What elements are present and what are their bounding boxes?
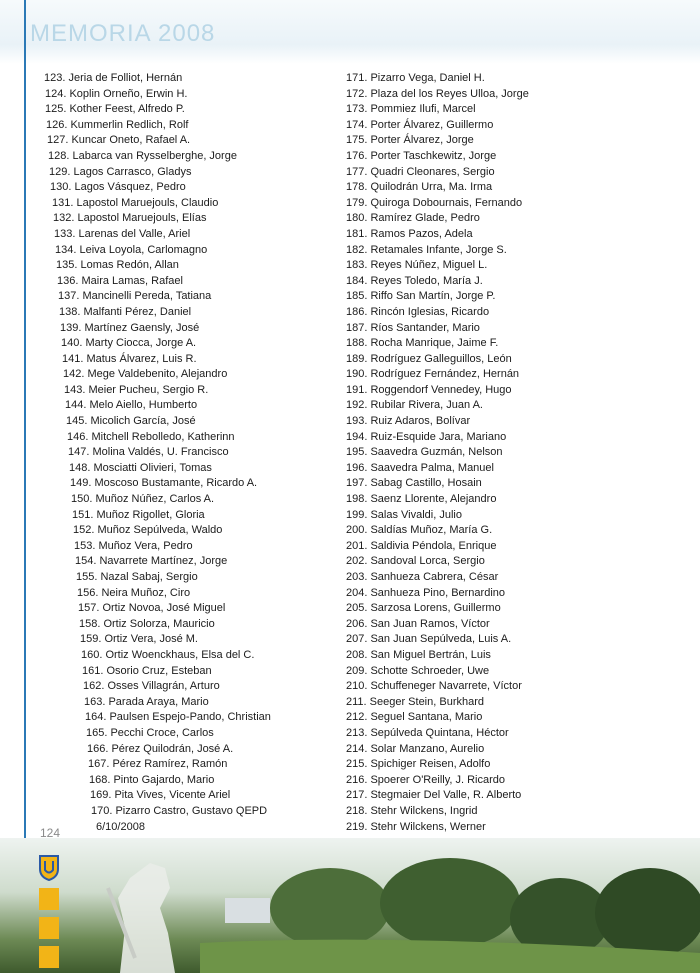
footer-photo [0,838,700,973]
list-item: 166. Pérez Quilodrán, José A. [87,742,234,755]
list-item: 133. Larenas del Valle, Ariel [54,227,191,240]
list-item: 215. Spichiger Reisen, Adolfo [346,758,491,771]
list-item: 145. Micolich García, José [66,415,196,428]
list-item: 207. San Juan Sepúlveda, Luis A. [346,633,512,646]
decor-square [39,946,59,968]
list-item: 159. Ortiz Vera, José M. [80,633,198,646]
list-item: 185. Riffo San Martín, Jorge P. [346,290,496,303]
list-item: 168. Pinto Gajardo, Mario [89,773,215,786]
list-item: 195. Saavedra Guzmán, Nelson [346,446,503,459]
list-item: 183. Reyes Núñez, Miguel L. [346,259,488,272]
list-item: 196. Saavedra Palma, Manuel [346,461,494,474]
decor-square [39,917,59,939]
list-item: 128. Labarca van Rysselberghe, Jorge [48,149,237,162]
list-item: 123. Jeria de Folliot, Hernán [44,72,183,84]
list-item: 142. Mege Valdebenito, Alejandro [63,368,228,381]
list-item: 175. Porter Álvarez, Jorge [346,134,474,147]
list-item: 194. Ruiz-Esquide Jara, Mariano [346,430,507,443]
list-item: 211. Seeger Stein, Burkhard [346,695,484,708]
list-item: 150. Muñoz Núñez, Carlos A. [71,493,215,506]
footer-illustration [0,838,700,973]
list-item: 167. Pérez Ramírez, Ramón [88,758,228,771]
list-item: 169. Pita Vives, Vicente Ariel [90,789,231,802]
list-item: 157. Ortiz Novoa, José Miguel [78,602,226,615]
member-list-left [0,71,320,835]
list-item: 197. Sabag Castillo, Hosain [346,477,482,490]
list-item: 198. Saenz Llorente, Alejandro [346,493,497,506]
list-item: 135. Lomas Redón, Allan [56,259,179,272]
list-item: 148. Mosciatti Olivieri, Tomas [69,461,212,474]
list-item: 141. Matus Álvarez, Luis R. [62,352,197,365]
list-item: 191. Roggendorf Vennedey, Hugo [346,383,512,396]
list-item: 192. Rubilar Rivera, Juan A. [346,399,483,412]
list-item: 176. Porter Taschkewitz, Jorge [346,149,497,162]
list-item: 193. Ruiz Adaros, Bolívar [346,415,471,428]
list-item: 190. Rodríguez Fernández, Hernán [346,368,520,381]
list-item: 136. Maira Lamas, Rafael [57,274,183,287]
list-item: 214. Solar Manzano, Aurelio [346,742,485,755]
list-item: 189. Rodríguez Galleguillos, León [346,352,512,365]
list-item: 161. Osorio Cruz, Esteban [82,664,212,677]
list-item: 170. Pizarro Castro, Gustavo QEPD [91,804,268,817]
list-item: 177. Quadri Cleonares, Sergio [346,165,495,178]
page-number: 124 [40,826,61,840]
list-item: 143. Meier Pucheu, Sergio R. [64,383,209,396]
list-item: 139. Martínez Gaensly, José [60,321,200,334]
list-item: 179. Quiroga Dobournais, Fernando [346,196,523,209]
list-item: 134. Leiva Loyola, Carlomagno [55,243,208,256]
list-item: 162. Osses Villagrán, Arturo [83,680,220,693]
list-item: 205. Sarzosa Lorens, Guillermo [346,602,501,615]
decor-square [39,888,59,910]
list-item: 138. Malfanti Pérez, Daniel [59,305,192,318]
list-item: 126. Kummerlin Redlich, Rolf [46,118,189,131]
list-item: 200. Saldías Muñoz, María G. [346,524,493,537]
list-item: 154. Navarrete Martínez, Jorge [75,555,228,568]
list-item: 203. Sanhueza Cabrera, César [346,571,499,583]
list-item: 216. Spoerer O'Reilly, J. Ricardo [346,773,506,786]
list-item: 204. Sanhueza Pino, Bernardino [346,586,506,599]
list-item: 6/10/2008 [96,820,145,833]
list-item: 174. Porter Álvarez, Guillermo [346,118,494,131]
list-item: 155. Nazal Sabaj, Sergio [76,571,198,583]
list-item: 209. Schotte Schroeder, Uwe [346,664,490,677]
list-item: 202. Sandoval Lorca, Sergio [346,555,485,568]
list-item: 163. Parada Araya, Mario [84,695,209,708]
list-item: 151. Muñoz Rigollet, Gloria [72,508,205,521]
list-item: 124. Koplin Orneño, Erwin H. [45,87,188,100]
list-item: 147. Molina Valdés, U. Francisco [68,446,229,459]
list-item: 182. Retamales Infante, Jorge S. [346,243,507,256]
list-item: 152. Muñoz Sepúlveda, Waldo [73,524,223,537]
header-title: MEMORIA 2008 [30,20,216,47]
list-item: 137. Mancinelli Pereda, Tatiana [58,290,212,303]
list-item: 206. San Juan Ramos, Víctor [346,617,490,630]
list-item: 172. Plaza del los Reyes Ulloa, Jorge [346,87,529,100]
list-item: 184. Reyes Toledo, María J. [346,274,483,287]
list-item: 178. Quilodrán Urra, Ma. Irma [346,181,493,194]
list-item: 153. Muñoz Vera, Pedro [74,539,193,552]
list-item: 156. Neira Muñoz, Ciro [77,586,191,599]
list-item: 188. Rocha Manrique, Jaime F. [346,337,499,350]
list-item: 212. Seguel Santana, Mario [346,711,483,724]
list-item: 213. Sepúlveda Quintana, Héctor [346,726,509,739]
list-item: 199. Salas Vivaldi, Julio [346,508,462,521]
list-item: 173. Pommiez Ilufi, Marcel [346,103,476,116]
list-item: 132. Lapostol Maruejouls, Elías [53,212,207,225]
list-item: 208. San Miguel Bertrán, Luis [346,648,491,661]
list-item: 210. Schuffeneger Navarrete, Víctor [346,680,522,693]
list-item: 125. Kother Feest, Alfredo P. [45,103,185,116]
list-item: 201. Saldivia Péndola, Enrique [346,539,497,552]
list-item: 149. Moscoso Bustamante, Ricardo A. [70,477,258,490]
member-list-right [346,71,686,835]
list-item: 186. Rincón Iglesias, Ricardo [346,305,490,318]
list-item: 181. Ramos Pazos, Adela [346,227,473,240]
list-item: 217. Stegmaier Del Valle, R. Alberto [346,789,522,802]
list-item: 160. Ortiz Woenckhaus, Elsa del C. [81,648,255,661]
list-item: 144. Melo Aiello, Humberto [65,399,198,412]
list-item: 158. Ortiz Solorza, Mauricio [79,617,215,630]
list-item: 171. Pizarro Vega, Daniel H. [346,72,485,84]
list-item: 130. Lagos Vásquez, Pedro [50,181,186,194]
list-item: 146. Mitchell Rebolledo, Katherinn [67,430,235,443]
list-item: 180. Ramírez Glade, Pedro [346,212,480,225]
list-item: 187. Ríos Santander, Mario [346,321,480,334]
list-item: 129. Lagos Carrasco, Gladys [49,165,192,178]
list-item: 164. Paulsen Espejo-Pando, Christian [85,711,271,724]
list-item: 165. Pecchi Croce, Carlos [86,726,214,739]
list-item: 218. Stehr Wilckens, Ingrid [346,804,478,817]
list-item: 127. Kuncar Oneto, Rafael A. [47,134,191,147]
list-item: 140. Marty Ciocca, Jorge A. [61,337,197,350]
list-item: 219. Stehr Wilckens, Werner [346,820,486,833]
list-item: 131. Lapostol Maruejouls, Claudio [52,196,219,209]
university-shield-icon [39,855,59,881]
